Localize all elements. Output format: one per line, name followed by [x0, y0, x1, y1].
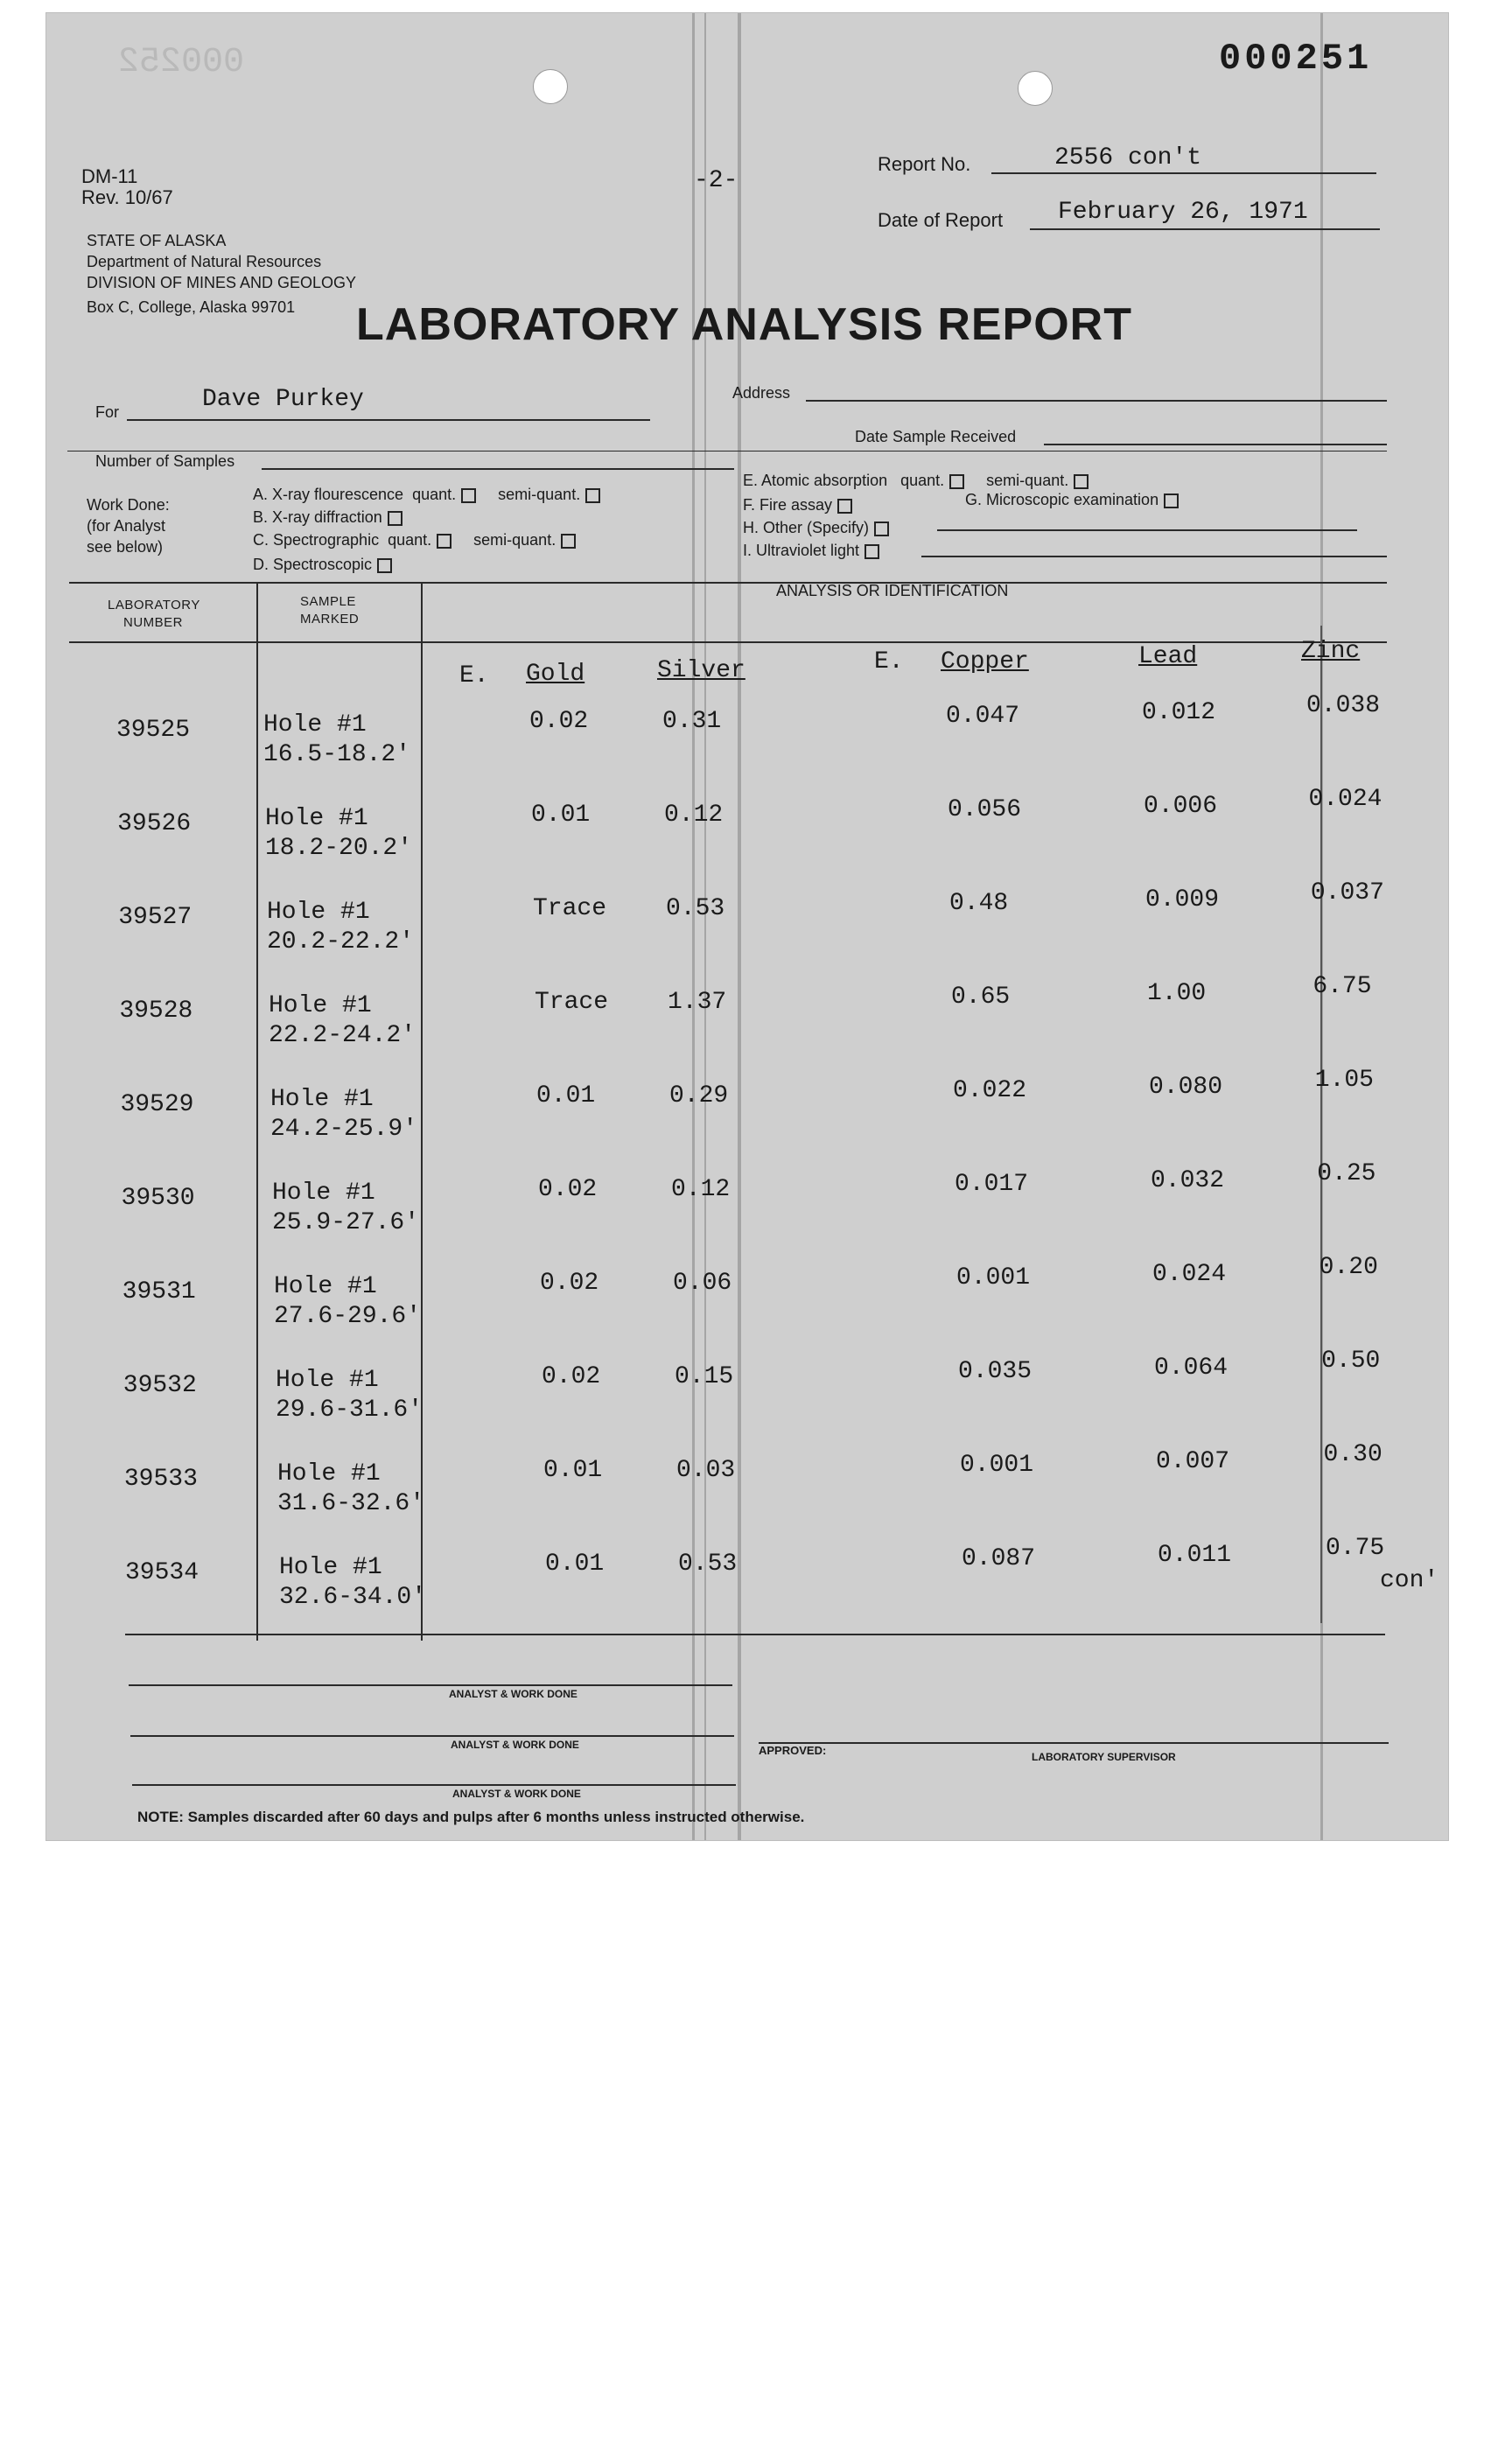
work-option-d [253, 556, 392, 574]
cell-zinc: 6.75 [1312, 973, 1372, 1000]
method-e-gold: E. [459, 662, 489, 690]
address-line [806, 400, 1387, 402]
approved-line [759, 1742, 1389, 1744]
header-lead: Lead [1138, 643, 1198, 670]
cell-lead: 0.012 [1142, 699, 1216, 726]
num-samples-line [262, 468, 734, 470]
cell-lab-number: 39529 [120, 1091, 194, 1118]
checkbox-a-quant[interactable] [461, 488, 476, 503]
checkbox-a-semi[interactable] [585, 488, 600, 503]
work-option-a-semi: semi-quant. [498, 486, 581, 503]
cell-silver: 1.37 [668, 989, 727, 1016]
cell-lead: 0.080 [1149, 1074, 1223, 1101]
checkbox-d[interactable] [377, 558, 392, 573]
form-id: DM-11 [81, 165, 138, 187]
address-label: Address [732, 384, 791, 402]
report-no-line [991, 172, 1376, 174]
cell-zinc: 0.037 [1310, 879, 1384, 906]
cell-sample-marked: Hole #1 [274, 1273, 377, 1300]
report-title: LABORATORY ANALYSIS REPORT [356, 299, 1132, 350]
work-option-c-label: C. Spectrographic [253, 531, 380, 549]
work-option-d-label: D. Spectroscopic [253, 556, 373, 573]
work-option-h-label: H. Other (Specify) [743, 519, 870, 536]
table-bottom-rule [125, 1634, 1385, 1635]
agency-address: Box C, College, Alaska 99701 [87, 298, 296, 316]
cell-sample-depth: 29.6-31.6' [276, 1396, 424, 1424]
work-option-f [743, 496, 852, 514]
report-no-value: 2556 con't [1054, 144, 1202, 172]
rule [67, 451, 1387, 452]
approved-label: APPROVED: [759, 1744, 827, 1757]
punch-hole [1018, 71, 1053, 106]
work-option-i-label: I. Ultraviolet light [743, 542, 860, 559]
footer-note: NOTE: Samples discarded after 60 days and pulps after 6 months unless instructed otherwise. [137, 1809, 805, 1825]
report-no-label: Report No. [878, 153, 971, 175]
analyst-line-3 [132, 1784, 736, 1786]
analyst-line-2 [130, 1735, 734, 1737]
col-divider [1320, 626, 1322, 1623]
work-option-f-label: F. Fire assay [743, 496, 833, 514]
cell-sample-marked: Hole #1 [272, 1180, 375, 1207]
cell-silver: 0.31 [662, 708, 722, 735]
cell-sample-depth: 16.5-18.2' [263, 741, 411, 768]
cell-sample-marked: Hole #1 [276, 1367, 379, 1394]
col-analysis: ANALYSIS OR IDENTIFICATION [776, 582, 1009, 599]
cell-zinc: 0.50 [1321, 1348, 1381, 1375]
cell-lab-number: 39526 [117, 810, 192, 837]
col-lab-number-2: NUMBER [123, 615, 184, 630]
for-value: Dave Purkey [202, 386, 364, 413]
checkbox-c-semi[interactable] [561, 534, 576, 549]
cell-silver: 0.12 [664, 802, 724, 829]
header-gold: Gold [526, 661, 585, 688]
page-number: -2- [694, 167, 738, 194]
cell-copper: 0.087 [962, 1545, 1036, 1572]
cell-copper: 0.056 [948, 796, 1022, 823]
date-value: February 26, 1971 [1058, 199, 1308, 226]
cell-lab-number: 39530 [121, 1185, 195, 1212]
col-sample-marked: SAMPLE [300, 594, 356, 609]
table-top-rule [69, 582, 1387, 584]
cell-zinc: 0.024 [1308, 786, 1382, 813]
date-received-line [1044, 444, 1387, 445]
cell-sample-depth: 32.6-34.0' [279, 1584, 427, 1611]
work-option-c-semi: semi-quant. [473, 531, 556, 549]
analyst-label-2: ANALYST & WORK DONE [451, 1739, 579, 1751]
date-label: Date of Report [878, 209, 1004, 231]
work-option-e [743, 472, 1088, 490]
work-option-b-label: B. X-ray diffraction [253, 508, 382, 526]
checkbox-e-quant[interactable] [949, 474, 964, 489]
col-lab-number: LABORATORY [108, 598, 200, 612]
cell-gold: 0.01 [536, 1082, 596, 1110]
work-done-label-3: see below) [87, 538, 164, 556]
agency-state: STATE OF ALASKA [87, 232, 227, 249]
cell-zinc: 0.038 [1306, 692, 1381, 719]
cell-copper: 0.001 [956, 1264, 1031, 1292]
cell-lead: 0.011 [1158, 1542, 1232, 1569]
analyst-line-1 [129, 1684, 732, 1686]
cell-lab-number: 39527 [118, 904, 192, 931]
header-copper: Copper [941, 648, 1029, 676]
cell-sample-marked: Hole #1 [269, 992, 372, 1019]
cell-copper: 0.65 [951, 984, 1011, 1011]
cell-gold: 0.01 [531, 802, 591, 829]
cell-sample-depth: 31.6-32.6' [277, 1490, 425, 1517]
work-option-h [743, 519, 889, 537]
cell-gold: 0.02 [538, 1176, 598, 1203]
for-label: For [95, 403, 119, 421]
report-sheet [46, 12, 1449, 1841]
cell-copper: 0.017 [955, 1171, 1029, 1198]
supervisor-label: LABORATORY SUPERVISOR [1032, 1751, 1176, 1763]
cell-lead: 0.006 [1144, 793, 1218, 820]
cell-gold: 0.01 [543, 1457, 603, 1484]
punch-hole [533, 69, 568, 104]
cell-sample-depth: 22.2-24.2' [269, 1022, 416, 1049]
cell-zinc: 0.25 [1317, 1160, 1376, 1187]
cell-gold: Trace [533, 895, 607, 922]
cell-zinc: 0.20 [1319, 1254, 1378, 1281]
cell-gold: 0.02 [540, 1270, 599, 1297]
cell-sample-depth: 24.2-25.9' [270, 1116, 418, 1143]
other-specify-line [937, 529, 1357, 531]
col-divider [421, 582, 423, 1641]
cell-silver: 0.06 [673, 1270, 732, 1297]
cell-silver: 0.15 [675, 1363, 734, 1390]
cell-lab-number: 39532 [122, 1372, 197, 1399]
cell-lead: 0.032 [1151, 1167, 1225, 1194]
cell-lab-number: 39531 [122, 1278, 196, 1306]
work-option-g [965, 491, 1179, 509]
cell-copper: 0.48 [949, 890, 1009, 917]
method-e-copper: E. [874, 648, 904, 676]
checkbox-h[interactable] [874, 522, 889, 536]
cell-silver: 0.03 [676, 1457, 736, 1484]
cell-lab-number: 39534 [125, 1559, 200, 1586]
cell-copper: 0.035 [958, 1358, 1032, 1385]
cell-lead: 0.024 [1152, 1261, 1227, 1288]
num-samples-label: Number of Samples [95, 452, 235, 470]
date-received-label: Date Sample Received [855, 428, 1017, 445]
cell-gold: 0.02 [529, 708, 589, 735]
work-option-c-quant: quant. [388, 531, 432, 549]
form-rev: Rev. 10/67 [81, 186, 173, 208]
cell-zinc: 1.05 [1314, 1067, 1374, 1094]
work-option-e-quant: quant. [900, 472, 945, 489]
for-line [127, 419, 650, 421]
cell-sample-marked: Hole #1 [279, 1554, 382, 1581]
cell-sample-depth: 20.2-22.2' [267, 928, 415, 956]
doc-number: 000251 [1219, 38, 1373, 80]
cell-copper: 0.022 [953, 1077, 1027, 1104]
cell-lead: 0.064 [1154, 1354, 1228, 1382]
cell-silver: 0.53 [678, 1550, 738, 1578]
cell-sample-marked: Hole #1 [277, 1460, 381, 1488]
cell-gold: 0.02 [542, 1363, 601, 1390]
cell-lab-number: 39533 [123, 1466, 198, 1493]
analyst-label-3: ANALYST & WORK DONE [452, 1788, 581, 1800]
work-option-b [253, 508, 402, 527]
checkbox-f[interactable] [837, 499, 852, 514]
cell-sample-marked: Hole #1 [265, 805, 368, 832]
checkbox-b[interactable] [388, 511, 402, 526]
work-option-i [743, 542, 879, 560]
cell-sample-marked: Hole #1 [270, 1086, 374, 1113]
continued-mark: con' [1380, 1567, 1439, 1594]
col-sample-marked-2: MARKED [300, 612, 360, 626]
agency-division: DIVISION OF MINES AND GEOLOGY [87, 274, 357, 291]
cell-lab-number: 39528 [119, 998, 193, 1025]
cell-silver: 0.53 [666, 895, 725, 922]
checkbox-i[interactable] [864, 544, 879, 559]
header-silver: Silver [657, 657, 746, 684]
cell-sample-depth: 25.9-27.6' [272, 1209, 420, 1236]
cell-lead: 1.00 [1147, 980, 1207, 1007]
work-option-c [253, 531, 576, 550]
cell-silver: 0.29 [669, 1082, 729, 1110]
agency-dept: Department of Natural Resources [87, 253, 322, 270]
work-option-a-label: A. X-ray flourescence [253, 486, 404, 503]
header-zinc: Zinc [1301, 638, 1361, 665]
checkbox-c-quant[interactable] [437, 534, 452, 549]
work-option-a [253, 486, 600, 504]
cell-silver: 0.12 [671, 1176, 731, 1203]
cell-gold: Trace [535, 989, 609, 1016]
cell-lead: 0.009 [1145, 886, 1220, 914]
cell-sample-depth: 27.6-29.6' [274, 1303, 422, 1330]
checkbox-e-semi[interactable] [1074, 474, 1088, 489]
cell-zinc: 0.30 [1323, 1441, 1382, 1468]
doc-number-bleed: 000252 [118, 43, 245, 82]
scan-streak [738, 13, 741, 1840]
cell-lab-number: 39525 [116, 717, 191, 744]
analyst-label-1: ANALYST & WORK DONE [449, 1688, 578, 1700]
cell-sample-depth: 18.2-20.2' [265, 835, 413, 862]
work-done-label: Work Done: [87, 496, 170, 514]
work-option-g-label: G. Microscopic examination [965, 491, 1159, 508]
cell-sample-marked: Hole #1 [263, 711, 367, 738]
date-line [1030, 228, 1380, 230]
checkbox-g[interactable] [1164, 494, 1179, 508]
work-option-a-quant: quant. [412, 486, 457, 503]
work-option-e-label: E. Atomic absorption [743, 472, 888, 489]
work-done-label-2: (for Analyst [87, 517, 166, 535]
cell-zinc: 0.75 [1326, 1535, 1385, 1562]
work-option-e-semi: semi-quant. [986, 472, 1069, 489]
cell-copper: 0.001 [960, 1452, 1034, 1479]
cell-sample-marked: Hole #1 [267, 899, 370, 926]
cell-copper: 0.047 [946, 703, 1020, 730]
cell-gold: 0.01 [545, 1550, 605, 1578]
cell-lead: 0.007 [1156, 1448, 1230, 1475]
rule [921, 556, 1387, 557]
col-divider [256, 582, 258, 1641]
